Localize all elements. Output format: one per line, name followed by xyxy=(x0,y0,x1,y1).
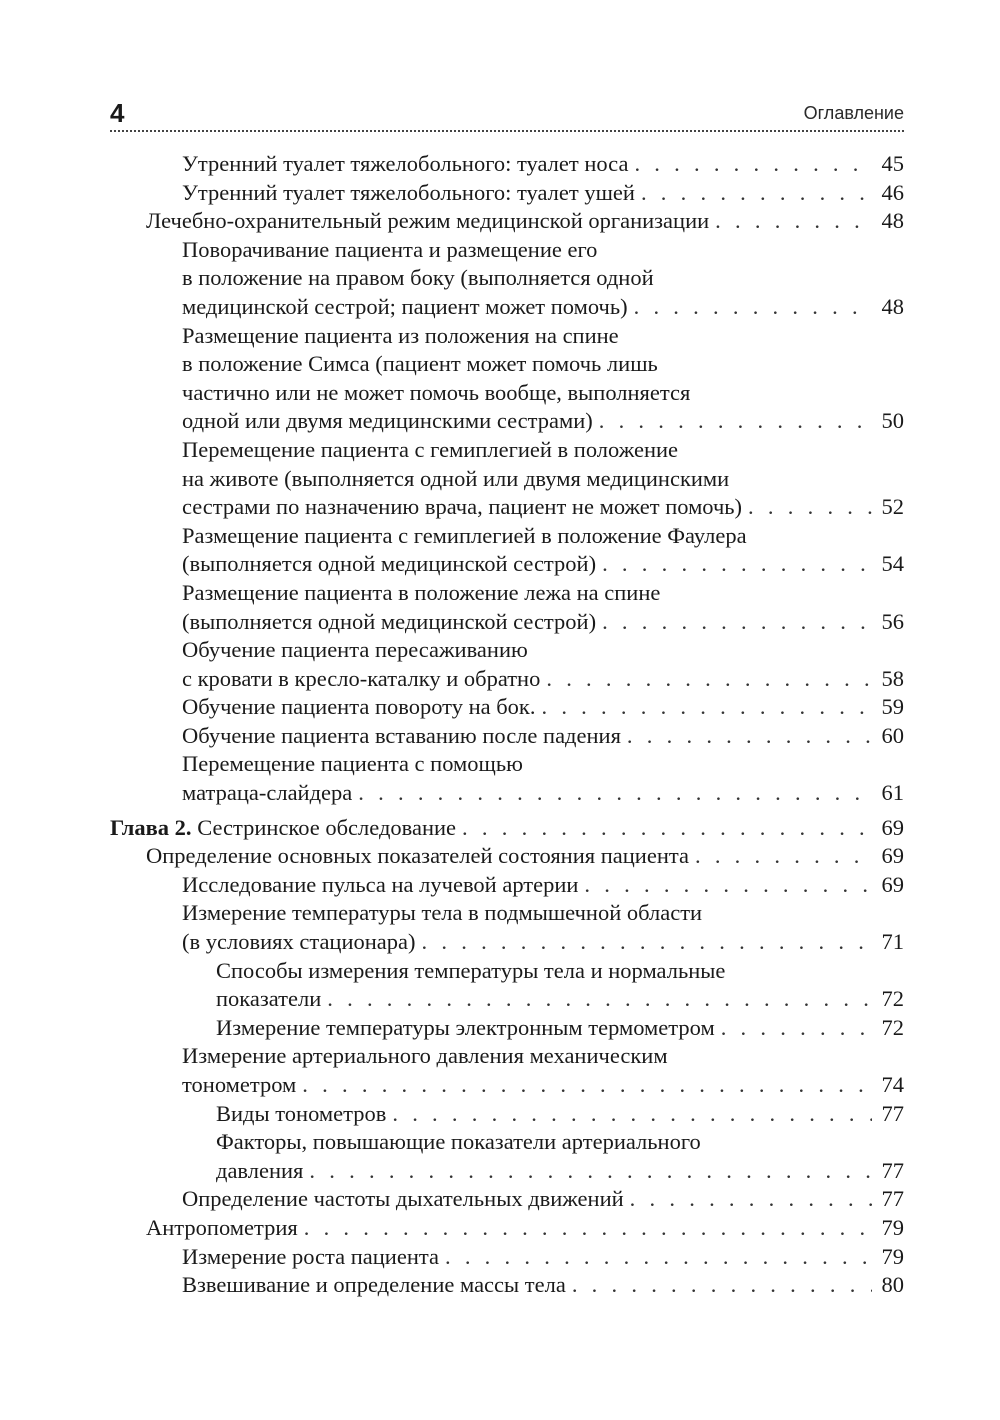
dot-leader xyxy=(748,493,872,522)
toc-entry-title: Антропометрия xyxy=(146,1214,298,1240)
dot-leader xyxy=(392,1100,872,1129)
toc-page-number[interactable]: 77 xyxy=(881,1186,904,1212)
chapter-label: Глава 2. xyxy=(110,814,192,840)
toc-entry-title: Виды тонометров xyxy=(216,1100,387,1126)
toc-entry-line xyxy=(182,928,904,957)
toc-entry xyxy=(110,1185,904,1214)
toc-entry-line xyxy=(182,899,904,928)
toc-entry xyxy=(110,899,904,956)
toc-entry-title: Измерение температуры электронным термометром xyxy=(216,1014,715,1040)
dot-leader xyxy=(634,293,872,322)
toc-page-number[interactable]: 60 xyxy=(881,722,904,748)
toc-entry-line xyxy=(182,608,904,637)
dot-leader xyxy=(572,1271,872,1300)
toc-entry xyxy=(110,207,904,236)
toc-entry-title: Обучение пациента вставанию после падения xyxy=(182,722,621,748)
toc-entry-line xyxy=(182,236,904,265)
toc-entry-line xyxy=(182,1243,904,1272)
toc-entry xyxy=(110,522,904,579)
toc-page-number[interactable]: 58 xyxy=(881,665,904,691)
toc-page-number[interactable]: 69 xyxy=(881,814,904,840)
dot-leader xyxy=(546,665,872,694)
toc-entry-title: Поворачивание пациента и размещение его xyxy=(182,236,598,262)
toc-entry xyxy=(110,436,904,522)
toc-entry-line xyxy=(182,871,904,900)
toc-page-number[interactable]: 54 xyxy=(881,551,904,577)
dot-leader xyxy=(715,207,872,236)
toc-entry-line xyxy=(182,750,904,779)
toc-entry-line xyxy=(182,179,904,208)
toc-entry xyxy=(110,1243,904,1272)
toc-entry-line xyxy=(182,1042,904,1071)
toc-entry-title: Измерение артериального давления механическим xyxy=(182,1043,668,1069)
toc-chapter-entry xyxy=(110,814,904,843)
toc-page-number[interactable]: 77 xyxy=(881,1157,904,1183)
toc-entry xyxy=(110,1271,904,1300)
toc-entry-title: медицинской сестрой; пациент может помочь) xyxy=(182,293,628,319)
toc-entry-title: матраца-слайдера xyxy=(182,780,353,806)
toc-entry-line xyxy=(182,264,904,293)
toc-page-number[interactable]: 79 xyxy=(881,1214,904,1240)
toc-entry-title: Утренний туалет тяжелобольного: туалет носа xyxy=(182,151,629,176)
toc-entry xyxy=(110,179,904,208)
toc-entry-title: (в условиях стационара) xyxy=(182,929,416,955)
dot-leader xyxy=(627,722,872,751)
toc-entry-title: в положение Симса (пациент может помочь лишь xyxy=(182,351,658,377)
toc-entry-title: в положение на правом боку (выполняется одной xyxy=(182,265,654,291)
toc-page-number[interactable]: 79 xyxy=(881,1243,904,1269)
toc-entry-line xyxy=(182,293,904,322)
toc-entry-line xyxy=(182,150,904,179)
toc-page-number[interactable]: 77 xyxy=(881,1100,904,1126)
toc-entry xyxy=(110,1014,904,1043)
toc-entry-line xyxy=(182,722,904,751)
toc-entry-line xyxy=(182,1185,904,1214)
toc-entry-line xyxy=(182,379,904,408)
dot-leader xyxy=(695,842,872,871)
toc-entry-line xyxy=(182,350,904,379)
toc-entry-line xyxy=(182,1071,904,1100)
dot-leader xyxy=(602,550,872,579)
toc-page-number[interactable]: 45 xyxy=(881,151,904,176)
toc-page-number[interactable]: 72 xyxy=(881,1014,904,1040)
toc-entry-line xyxy=(182,550,904,579)
toc-entry xyxy=(110,636,904,693)
toc-page-number[interactable]: 69 xyxy=(881,843,904,869)
toc-entry-line xyxy=(182,665,904,694)
toc-entry xyxy=(110,871,904,900)
toc-entry-line xyxy=(182,693,904,722)
toc-entry-title: Утренний туалет тяжелобольного: туалет ушей xyxy=(182,179,635,205)
running-title: Оглавление xyxy=(803,103,904,123)
toc-entry-line xyxy=(216,1100,904,1129)
toc-entry-title: одной или двумя медицинскими сестрами) xyxy=(182,408,593,434)
toc-entry-line xyxy=(182,636,904,665)
toc-page-number[interactable]: 52 xyxy=(881,494,904,520)
dot-leader xyxy=(721,1014,872,1043)
toc-entry-title: Размещение пациента в положение лежа на спине xyxy=(182,579,661,605)
toc-entry-title: Перемещение пациента с гемиплегией в положение xyxy=(182,436,679,462)
toc-entry xyxy=(110,750,904,807)
toc-entry-title: Определение частоты дыхательных движений xyxy=(182,1186,624,1212)
toc-entry-title: (выполняется одной медицинской сестрой) xyxy=(182,551,597,577)
toc-page-number[interactable]: 69 xyxy=(881,871,904,897)
toc-entry-line xyxy=(182,522,904,551)
toc-entry-title: Измерение роста пациента xyxy=(182,1243,439,1269)
dot-leader xyxy=(302,1071,872,1100)
dot-leader xyxy=(358,779,872,808)
toc-entry-title: (выполняется одной медицинской сестрой) xyxy=(182,608,597,634)
toc-entry-line xyxy=(182,493,904,522)
toc-entry xyxy=(110,1042,904,1099)
toc-page-number[interactable]: 48 xyxy=(881,208,904,234)
toc-entry-title: Обучение пациента повороту на бок. xyxy=(182,694,536,720)
toc-page-number[interactable]: 50 xyxy=(881,408,904,434)
toc-entry xyxy=(110,236,904,322)
table-of-contents xyxy=(110,150,904,1300)
toc-entry xyxy=(110,1100,904,1129)
dot-leader xyxy=(304,1214,872,1243)
toc-entry xyxy=(110,693,904,722)
toc-page-number[interactable]: 74 xyxy=(881,1072,904,1097)
toc-entry-line xyxy=(146,1214,904,1243)
dot-leader xyxy=(599,407,872,436)
toc-entry-line xyxy=(182,407,904,436)
toc-entry-line xyxy=(110,814,904,843)
toc-entry-title: Размещение пациента из положения на спине xyxy=(182,322,619,348)
toc-page-number[interactable]: 56 xyxy=(881,608,904,634)
toc-entry xyxy=(110,579,904,636)
toc-entry-line xyxy=(146,207,904,236)
toc-page-number[interactable]: 48 xyxy=(881,293,904,319)
toc-entry xyxy=(110,1214,904,1243)
toc-entry-title: Взвешивание и определение массы тела xyxy=(182,1272,566,1298)
toc-entry-title: Исследование пульса на лучевой артерии xyxy=(182,871,579,897)
toc-entry-line xyxy=(182,779,904,808)
dot-leader xyxy=(422,928,872,957)
toc-page-number[interactable]: 46 xyxy=(881,179,904,205)
toc-entry-title: Перемещение пациента с помощью xyxy=(182,751,523,777)
toc-page-number[interactable]: 61 xyxy=(881,780,904,806)
toc-entry xyxy=(110,722,904,751)
header-dotted-rule xyxy=(110,130,904,132)
toc-entry-title: Способы измерения температуры тела и нормальные xyxy=(216,957,726,983)
toc-entry-line xyxy=(182,465,904,494)
toc-page-number[interactable]: 71 xyxy=(881,929,904,955)
toc-entry-line xyxy=(216,957,904,986)
dot-leader xyxy=(634,150,872,179)
toc-entry xyxy=(110,957,904,1014)
toc-entry-title: Факторы, повышающие показатели артериального xyxy=(216,1129,701,1155)
toc-entry-title: показатели xyxy=(216,986,322,1012)
dot-leader xyxy=(641,179,872,208)
toc-page-number[interactable]: 72 xyxy=(881,986,904,1012)
toc-entry-title: Лечебно-охранительный режим медицинской организации xyxy=(146,208,710,234)
dot-leader xyxy=(630,1185,872,1214)
toc-page-number[interactable]: 59 xyxy=(881,694,904,720)
toc-entry-line xyxy=(216,1128,904,1157)
toc-entry-title: частично или не может помочь вообще, выполняется xyxy=(182,379,691,405)
toc-entry-line xyxy=(216,1014,904,1043)
toc-entry-title: давления xyxy=(216,1157,304,1183)
toc-entry xyxy=(110,322,904,436)
dot-leader xyxy=(327,985,872,1014)
toc-entry-title: сестрами по назначению врача, пациент не может помочь) xyxy=(182,494,743,520)
toc-entry-line xyxy=(182,436,904,465)
toc-entry xyxy=(110,150,904,179)
dot-leader xyxy=(462,814,872,843)
toc-entry-title: Измерение температуры тела в подмышечной области xyxy=(182,900,703,926)
toc-entry-line xyxy=(216,1157,904,1186)
toc-page-number[interactable]: 80 xyxy=(881,1272,904,1298)
page-number: 4 xyxy=(110,98,125,128)
toc-entry-title: на животе (выполняется одной или двумя медицинскими xyxy=(182,465,730,491)
dot-leader xyxy=(602,608,872,637)
toc-entry xyxy=(110,842,904,871)
dot-leader xyxy=(445,1243,872,1272)
toc-entry-title: Сестринское обследование xyxy=(197,814,457,840)
toc-entry-title: Обучение пациента пересаживанию xyxy=(182,637,528,663)
toc-entry-line xyxy=(146,842,904,871)
toc-entry-title: тонометром xyxy=(182,1072,297,1097)
toc-entry-line xyxy=(182,579,904,608)
toc-entry-title: Определение основных показателей состояния пациента xyxy=(146,843,689,869)
toc-entry xyxy=(110,1128,904,1185)
dot-leader xyxy=(541,693,872,722)
toc-entry-title: Размещение пациента с гемиплегией в положение Фаулера xyxy=(182,522,747,548)
toc-entry-line xyxy=(216,985,904,1014)
dot-leader xyxy=(309,1157,872,1186)
toc-entry-line xyxy=(182,322,904,351)
toc-entry-line xyxy=(182,1271,904,1300)
dot-leader xyxy=(584,871,872,900)
toc-entry-title: с кровати в кресло-каталку и обратно xyxy=(182,665,541,691)
